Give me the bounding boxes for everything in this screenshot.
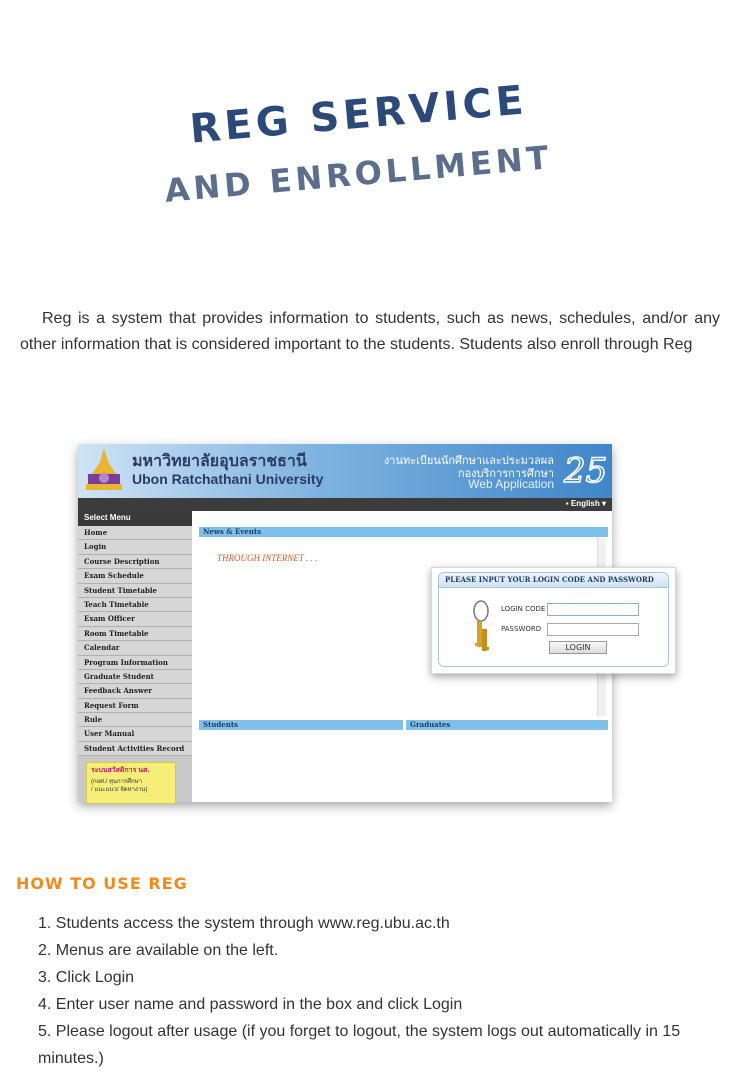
password-label: PASSWORD	[501, 625, 542, 633]
sidebar-item-course-description[interactable]: Course Description	[78, 555, 192, 569]
students-header: Students	[199, 720, 403, 730]
sidebar-item-exam-schedule[interactable]: Exam Schedule	[78, 569, 192, 583]
sidebar-item-calendar[interactable]: Calendar	[78, 641, 192, 655]
welfare-promo-banner[interactable]	[86, 762, 176, 804]
language-selector[interactable]: ▪ English ▾	[565, 499, 606, 508]
sidebar-header: Select Menu	[78, 511, 192, 526]
promo-subtitle-1: (กยศ./ ทุนการศึกษา	[91, 779, 143, 786]
promo-subtitle-2: / แนะแนว/ จัดหางาน)	[91, 787, 148, 794]
step-item: 5. Please logout after usage (if you forget to logout, the system logs out automatically in 15 minutes.)	[38, 1023, 681, 1067]
sidebar-item-user-manual[interactable]: User Manual	[78, 727, 192, 741]
university-crest-icon	[82, 446, 126, 494]
password-field[interactable]	[547, 623, 639, 636]
how-to-title: HOW TO USE REG	[16, 874, 188, 893]
sidebar-menu	[78, 511, 192, 802]
sidebar-item-request-form[interactable]: Request Form	[78, 699, 192, 713]
top-bar	[78, 498, 612, 511]
page-subtitle: AND ENROLLMENT	[163, 138, 554, 210]
sidebar-item-exam-officer[interactable]: Exam Officer	[78, 612, 192, 626]
sidebar-item-room-timetable[interactable]: Room Timetable	[78, 627, 192, 641]
step-item: 3. Click Login	[38, 969, 135, 986]
intro-paragraph: Reg is a system that provides information to students, such as news, schedules, and/or any other information that is considered important to the students. Students also enroll through Reg	[20, 310, 720, 353]
login-panel	[438, 572, 669, 667]
university-name-thai: มหาวิทยาลัยอุบลราชธานี	[132, 453, 307, 470]
sidebar-item-rule[interactable]: Rule	[78, 713, 192, 727]
login-dialog	[431, 567, 676, 674]
news-text[interactable]: THROUGH INTERNET . . .	[217, 553, 318, 563]
how-to-steps	[38, 910, 728, 1072]
news-events-header: News & Events	[199, 527, 608, 537]
sidebar-item-graduate-student[interactable]: Graduate Student	[78, 670, 192, 684]
sidebar-item-login[interactable]: Login	[78, 540, 192, 554]
login-code-label: LOGIN CODE	[501, 605, 546, 613]
sidebar-item-student-activities-record[interactable]: Student Activities Record	[78, 742, 192, 756]
banner-office-line1: งานทะเบียนนักศึกษาและประมวลผล	[383, 455, 554, 467]
anniversary-25-logo-icon	[560, 448, 608, 494]
banner-office-line2: กองบริการการศึกษา	[457, 468, 554, 480]
promo-title: ระบบสวัสดิการ นศ.	[91, 767, 150, 775]
sidebar-item-feedback-answer[interactable]: Feedback Answer	[78, 684, 192, 698]
login-code-field[interactable]	[547, 603, 639, 616]
sidebar-item-program-information[interactable]: Program Information	[78, 656, 192, 670]
svg-text:25: 25	[564, 451, 608, 491]
step-item: 1. Students access the system through www.reg.ubu.ac.th	[38, 915, 450, 932]
step-item: 2. Menus are available on the left.	[38, 942, 279, 959]
step-item: 4. Enter user name and password in the box and click Login	[38, 996, 463, 1013]
login-title: PLEASE INPUT YOUR LOGIN CODE AND PASSWORD	[439, 573, 668, 588]
university-name-english: Ubon Ratchathani University	[132, 471, 324, 487]
page-title: REG SERVICE	[187, 77, 530, 153]
keys-icon	[469, 599, 495, 659]
banner-web-application: Web Application	[468, 477, 554, 491]
sidebar-item-teach-timetable[interactable]: Teach Timetable	[78, 598, 192, 612]
graduates-header: Graduates	[406, 720, 608, 730]
sidebar-item-student-timetable[interactable]: Student Timetable	[78, 584, 192, 598]
login-button[interactable]: LOGIN	[549, 641, 607, 654]
site-banner	[78, 444, 612, 498]
sidebar-item-home[interactable]: Home	[78, 526, 192, 540]
